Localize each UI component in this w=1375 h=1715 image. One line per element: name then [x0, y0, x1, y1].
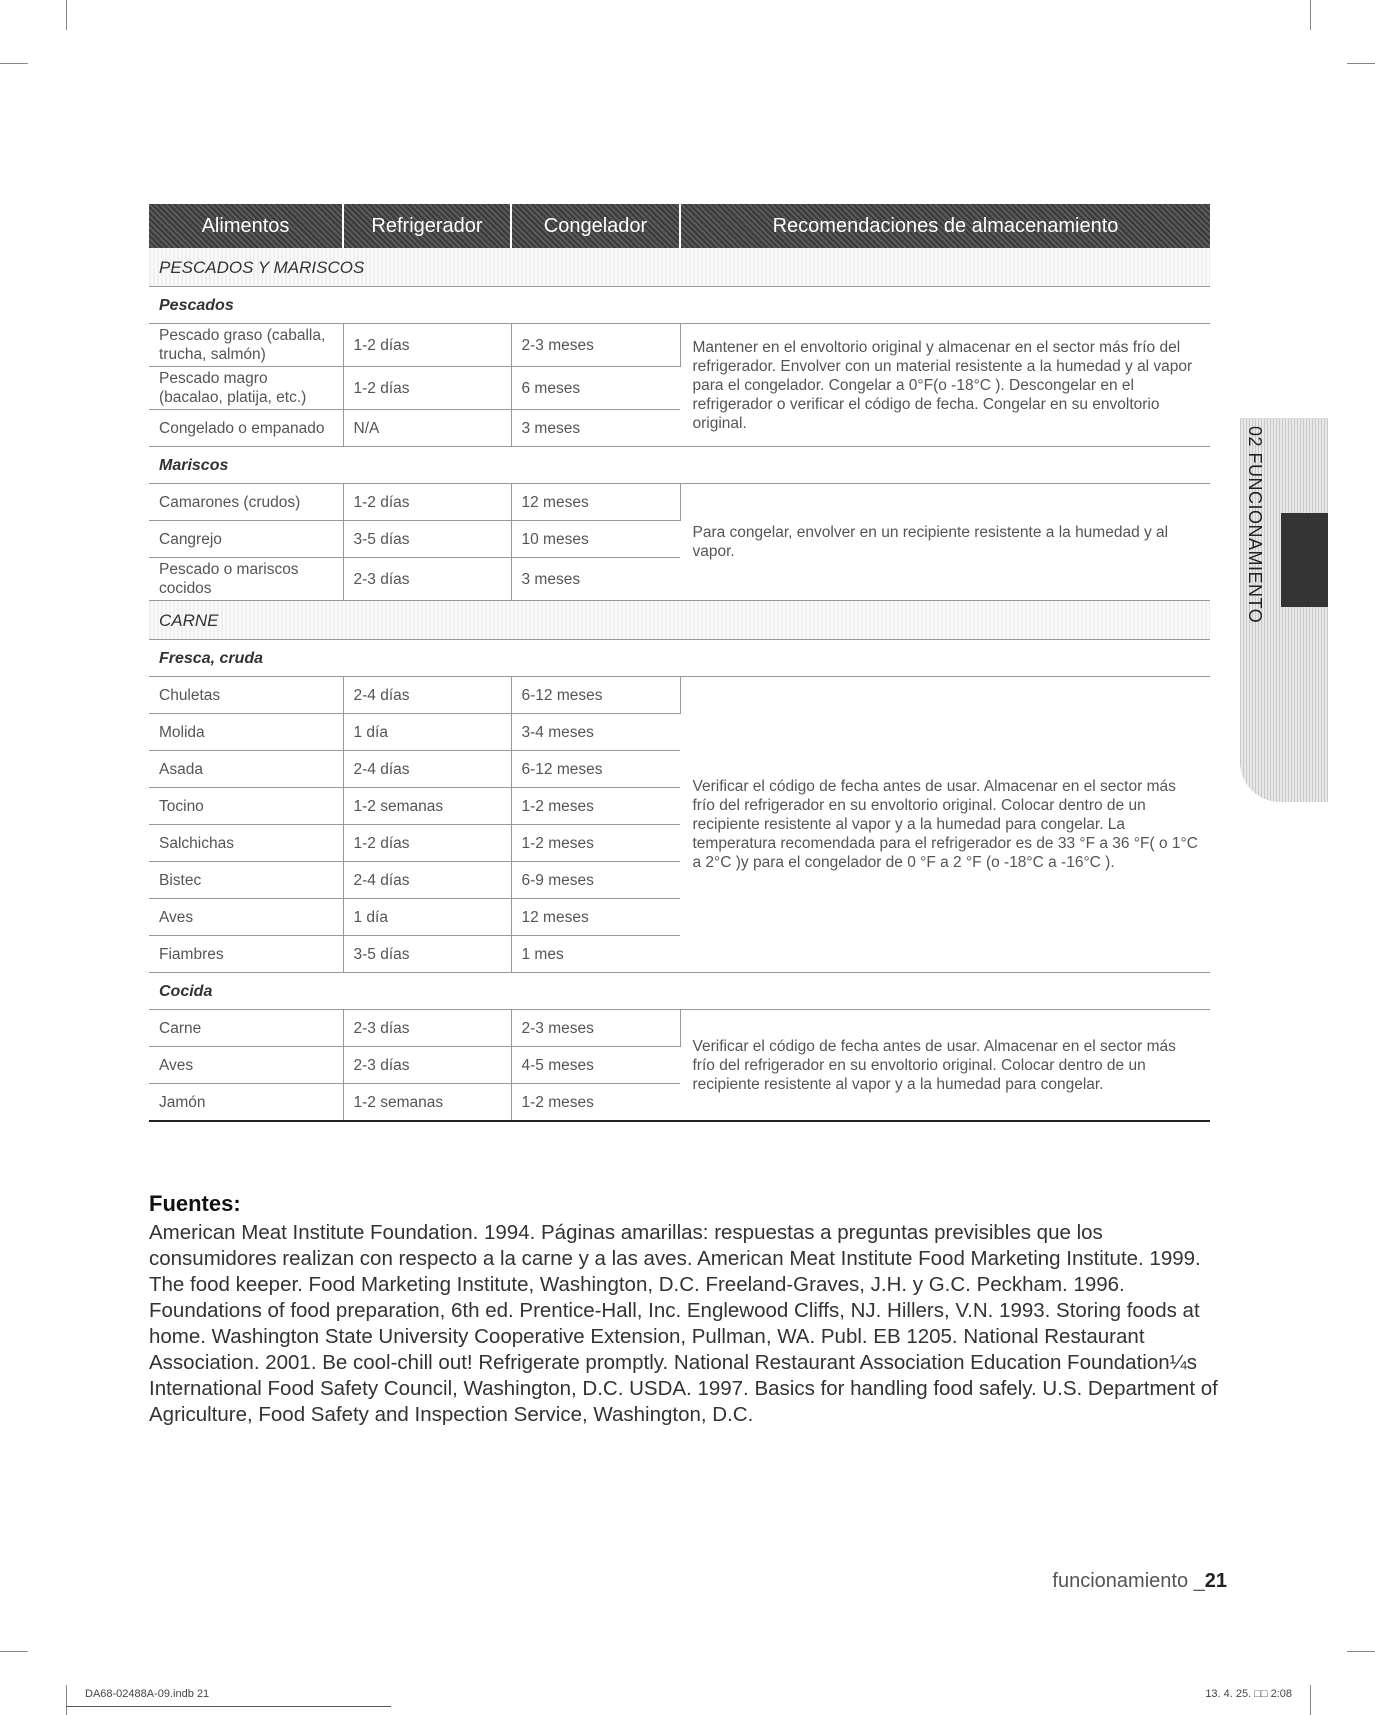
fridge-cell: N/A [343, 410, 511, 447]
chapter-side-tab [1240, 418, 1328, 802]
fridge-cell: 1-2 semanas [343, 788, 511, 825]
subcategory-row [149, 973, 1210, 1010]
food-cell: Salchichas [149, 825, 343, 862]
fridge-cell: 2-3 días [343, 1047, 511, 1084]
sources-text: American Meat Institute Foundation. 1994. Páginas amarillas: respuestas a preguntas previsibles que los consumidores realizan con respecto a la carne y a las aves. American Meat Institute Food Marketing Institute. 1999. The food keeper. Food Marketing Institute, Washington, D.C. Freeland-Graves, J.H. y G.C. Peckham. 1996. Foundations of food preparation, 6th ed. Prentice-Hall, Inc. Englewood Cliffs, NJ. Hillers, V.N. 1993. Storing foods at home. Washington State University Cooperative Extension, Pullman, WA. Publ. EB 1205. National Restaurant Association. 2001. Be cool-chill out! Refrigerate promptly. National Restaurant Association Education Foundation¼s International Food Safety Council, Washington, D.C. USDA. 1997. Basics for handling food safely. U.S. Department of Agriculture, Food Safety and Inspection Service, Washington, D.C. [149, 1221, 1218, 1426]
recommendation-cell: Para congelar, envolver en un recipiente resistente a la humedad y al vapor. [680, 484, 1210, 601]
subcategory-row [149, 640, 1210, 677]
page-number [1052, 1570, 1227, 1593]
print-date-label: 13. 4. 25. □□ 2:08 [1205, 1688, 1292, 1700]
side-tab-label: 02 FUNCIONAMIENTO [1245, 426, 1265, 624]
table-header-row [149, 204, 1210, 248]
fridge-cell: 1-2 días [343, 367, 511, 410]
freezer-cell: 1-2 meses [511, 825, 680, 862]
freezer-cell: 12 meses [511, 484, 680, 521]
crop-mark [66, 0, 67, 30]
food-cell: Bistec [149, 862, 343, 899]
fridge-cell: 1 día [343, 899, 511, 936]
crop-mark [1347, 63, 1375, 64]
fridge-cell: 1-2 días [343, 484, 511, 521]
subcategory-row [149, 447, 1210, 484]
freezer-cell: 3 meses [511, 558, 680, 601]
header-refrigerador: Refrigerador [343, 204, 511, 248]
freezer-cell: 6-12 meses [511, 751, 680, 788]
category-label: CARNE [149, 601, 1210, 640]
crop-mark [1310, 1685, 1311, 1715]
freezer-cell: 2-3 meses [511, 324, 680, 367]
food-cell: Congelado o empanado [149, 410, 343, 447]
freezer-cell: 1-2 meses [511, 788, 680, 825]
crop-mark [0, 1651, 28, 1652]
fridge-cell: 2-4 días [343, 677, 511, 714]
freezer-cell: 2-3 meses [511, 1010, 680, 1047]
freezer-cell: 12 meses [511, 899, 680, 936]
fridge-cell: 3-5 días [343, 936, 511, 973]
fridge-cell: 1-2 días [343, 324, 511, 367]
recommendation-cell: Mantener en el envoltorio original y almacenar en el sector más frío del refrigerador. Envolver con un material resistente a la humedad y al vapor para el congelador. Congelar a 0°F(o -18°C ). Descongelar en el refrigerador o verificar el código de fecha. Congelar en su envoltorio original. [680, 324, 1210, 447]
fridge-cell: 1-2 días [343, 825, 511, 862]
food-cell: Chuletas [149, 677, 343, 714]
food-cell: Fiambres [149, 936, 343, 973]
food-cell: Asada [149, 751, 343, 788]
table-row [149, 484, 1210, 521]
freezer-cell: 3 meses [511, 410, 680, 447]
fridge-cell: 2-4 días [343, 862, 511, 899]
page-number-value: 21 [1204, 1570, 1227, 1592]
category-label: PESCADOS Y MARISCOS [149, 248, 1210, 287]
freezer-cell: 10 meses [511, 521, 680, 558]
food-cell: Camarones (crudos) [149, 484, 343, 521]
food-cell: Pescado o mariscos cocidos [149, 558, 343, 601]
food-cell: Pescado magro (bacalao, platija, etc.) [149, 367, 343, 410]
subcategory-row [149, 287, 1210, 324]
freezer-cell: 6-12 meses [511, 677, 680, 714]
category-row [149, 601, 1210, 640]
header-congelador: Congelador [511, 204, 680, 248]
subcategory-label: Cocida [149, 973, 1210, 1010]
sources-section [149, 1191, 1219, 1428]
sources-title: Fuentes: [149, 1191, 241, 1216]
recommendation-cell: Verificar el código de fecha antes de usar. Almacenar en el sector más frío del refrigerador en su envoltorio original. Colocar dentro de un recipiente resistente al vapor y a la humedad para congelar. La temperatura recomendada para el refrigerador es de 33 °F a 36 °F( o 1°C a 2°C )y para el congelador de 0 °F a 2 °F (o -18°C a -16°C ). [680, 677, 1210, 973]
table-row [149, 677, 1210, 714]
category-row [149, 248, 1210, 287]
crop-mark [66, 1685, 67, 1715]
subcategory-label: Fresca, cruda [149, 640, 1210, 677]
crop-mark [1310, 0, 1311, 30]
food-cell: Aves [149, 899, 343, 936]
freezer-cell: 6-9 meses [511, 862, 680, 899]
food-cell: Aves [149, 1047, 343, 1084]
freezer-cell: 4-5 meses [511, 1047, 680, 1084]
freezer-cell: 1 mes [511, 936, 680, 973]
food-cell: Tocino [149, 788, 343, 825]
header-alimentos: Alimentos [149, 204, 343, 248]
subcategory-label: Mariscos [149, 447, 1210, 484]
table-row [149, 1010, 1210, 1047]
fridge-cell: 2-3 días [343, 558, 511, 601]
freezer-cell: 1-2 meses [511, 1084, 680, 1122]
fridge-cell: 1-2 semanas [343, 1084, 511, 1122]
subcategory-label: Pescados [149, 287, 1210, 324]
page-section-label: funcionamiento _ [1052, 1570, 1205, 1592]
food-cell: Carne [149, 1010, 343, 1047]
food-cell: Molida [149, 714, 343, 751]
freezer-cell: 6 meses [511, 367, 680, 410]
table-row [149, 324, 1210, 367]
fridge-cell: 2-3 días [343, 1010, 511, 1047]
food-cell: Pescado graso (caballa, trucha, salmón) [149, 324, 343, 367]
fridge-cell: 2-4 días [343, 751, 511, 788]
header-recomendaciones: Recomendaciones de almacenamiento [680, 204, 1210, 248]
footer-rule [66, 1706, 391, 1707]
fridge-cell: 3-5 días [343, 521, 511, 558]
food-cell: Cangrejo [149, 521, 343, 558]
storage-table [149, 204, 1210, 1122]
side-tab-highlight [1281, 513, 1328, 607]
recommendation-cell: Verificar el código de fecha antes de usar. Almacenar en el sector más frío del refrigerador en su envoltorio original. Colocar dentro de un recipiente resistente al vapor y a la humedad para congelar. [680, 1010, 1210, 1122]
crop-mark [0, 63, 28, 64]
food-cell: Jamón [149, 1084, 343, 1122]
fridge-cell: 1 día [343, 714, 511, 751]
freezer-cell: 3-4 meses [511, 714, 680, 751]
crop-mark [1347, 1651, 1375, 1652]
print-file-label: DA68-02488A-09.indb 21 [85, 1688, 210, 1700]
